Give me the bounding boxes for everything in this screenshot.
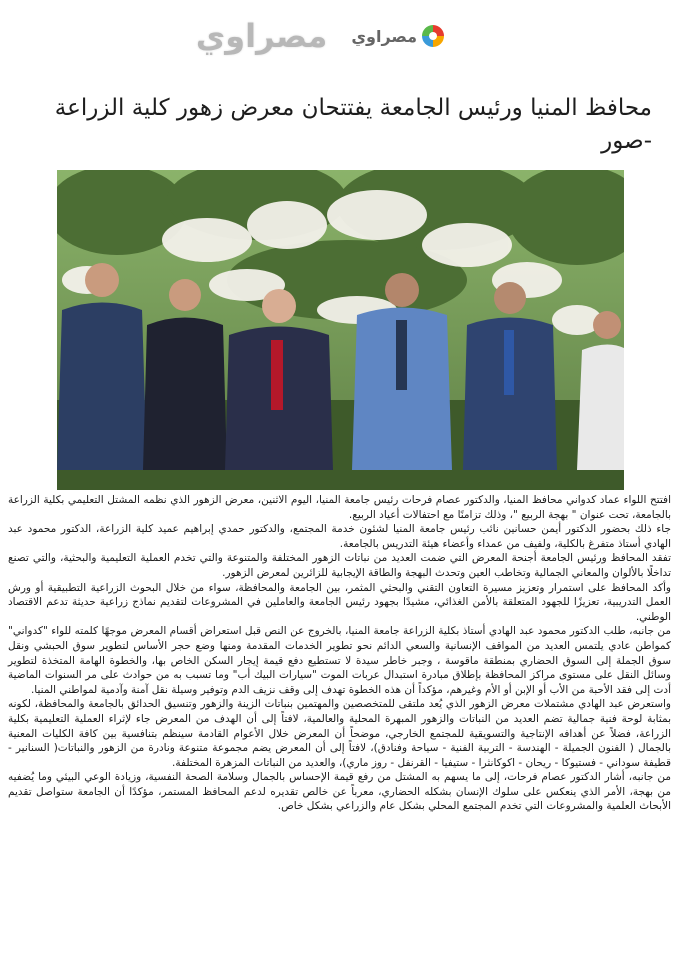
brand-small-logo: [351, 25, 444, 47]
article-paragraph: من جانبه، طلب الدكتور محمود عبد الهادي أستاذ بكلية الزراعة جامعة المنيا، بالخروج عن النص قبل استعراض أقسام المعرض موجهًا كلمته للواء "كدواني" كمواطن عادي يلتمس العديد من المواقف الإنسانية والسعي الدائم نحو تطوير الخدمات المقدمة ومنها وضع حجر الأساس لتطوير سوق الحبشي ونقل سوق الجملة إلى السوق الحضاري بمنطقة ماقوسة ، وجبر خاطر سيدة لا تستطيع دفع قيمة إيجار السكن الخاص بها، والخطوة الهامة المتخذة لتطوير وسائل النقل على مستوى مراكز المحافظة بإطلاق مبادرة استبدال عربات الموت "سيارات البيك أب" وما تسبب به من حوادث على مر السنوات الماضية أدت إلى فقد الأحبة من الأب أو الإبن أو الأم وغيرهم، مؤكداً أن هذه الخطوة تهدف إلى وقف نزيف الدم وتوفير وسيلة نقل آمنة وآدمية لمواطني المنيا.: [8, 625, 671, 696]
brand-wordmark: مصراوي: [195, 17, 328, 55]
article-paragraph: جاء ذلك بحضور الدكتور أيمن حسانين نائب رئيس جامعة المنيا لشئون خدمة المجتمع، والدكتور حمدي إبراهيم عميد كلية الزراعة، الدكتور محمود عبد الهادي أستاذ متفرغ بالكلية، ولفيف من عمداء وأعضاء هيئة التدريس بالجامعة.: [8, 523, 671, 550]
article-paragraph: واستعرض عبد الهادي مشتملات معرض الزهور الذي يُعد ملتقى للمتخصصين والمهتمين بنباتات الزينة والزهور وتنسيق الحدائق بالجامعة والمحافظة، لكونه بمثابة لوحة فنية جمالية تضم العديد من النباتات والزهور المبهرة المحلية والعالمية، لافتاً إلى أن الهدف من المعرض جاء لإثراء العملية التعليمية بكلية الزراعة، فضلاً عن أهدافه الإنتاجية والتسويقية للمجتمع الخارجي، موضحاً أن المعرض خلال الأعوام القادمة سينظم بتنافسية بين كافة الكليات المعنية بالجمال ( الفنون الجميلة - الهندسة - التربية الفنية - سياحة وفنادق)، لافتاً إلى أن المعرض يضم مجموعة متنوعة ونادرة من الزهور والنباتات( السنانير - قطيفة سوداني - فستيوكا - ريحان - اكوكانثرا - ستيفيا - القرنفل - روز ماري)، والعديد من النباتات المزهرة المختلفة.: [8, 698, 671, 769]
article-headline: محافظ المنيا ورئيس الجامعة يفتتحان معرض زهور كلية الزراعة -صور: [54, 95, 652, 154]
article-paragraph: تفقد المحافظ ورئيس الجامعة أجنحة المعرض التي ضمت العديد من نباتات الزهور المختلفة والمتنوعة والتي تخدم العملية التعليمية والبحثية، والتي تصنع تداخلًا بالألوان والمعاني الجمالية وتخاطب العين وتحدث البهجة والطاقة الإيجابية للزائرين لمعرض الزهور.: [8, 552, 671, 579]
article-paragraph: افتتح اللواء عماد كدواني محافظ المنيا، والدكتور عصام فرحات رئيس جامعة المنيا، اليوم الاثنين، معرض الزهور الذي نظمه المشتل التعليمي بكلية الزراعة بالجامعة، تحت عنوان " بهجة الربيع "، وذلك تزامنًا مع احتفالات أعياد الربيع.: [8, 494, 671, 521]
article-paragraph: من جانبه، أشار الدكتور عصام فرحات، إلى ما يسهم به المشتل من رفع قيمة الإحساس بالجمال وسلامة الصحة النفسية، وزيادة الوعي البيئي وما يُضفيه من بهجة، الأمر الذي ينعكس على سلوك الإنسان بشكله الحضاري، معرباً عن خالص تقديره لدعم المحافظ المستمر، مؤكدًا أن الجامعة ستواصل تقديم الأبحاث العلمية والمشروعات التي تخدم المجتمع المحلي بشكل عام والزراعي بشكل خاص.: [8, 771, 671, 813]
group-photo-image: [57, 170, 624, 490]
masthead-logo[interactable]: [172, 0, 468, 72]
masrawy-logo-icon: [422, 25, 444, 47]
brand-small-wordmark: مصراوي: [351, 26, 418, 46]
article-paragraph: وأكد المحافظ على استمرار وتعزيز مسيرة التعاون التقني والبحثي المثمر، بين الجامعة والمحافظة، سواء من خلال البحوث الزراعية التطبيقية أو ورش العمل التدريبية، تعزيزًا للجهود المتعلقة بالأمن الغذائي، مشيدًا بجهود رئيس الجامعة والعاملين في المشروعات لتقديم نماذج زراعية حديثة تدعم الاقتصاد الوطني.: [8, 581, 671, 623]
article-body: [8, 493, 671, 814]
